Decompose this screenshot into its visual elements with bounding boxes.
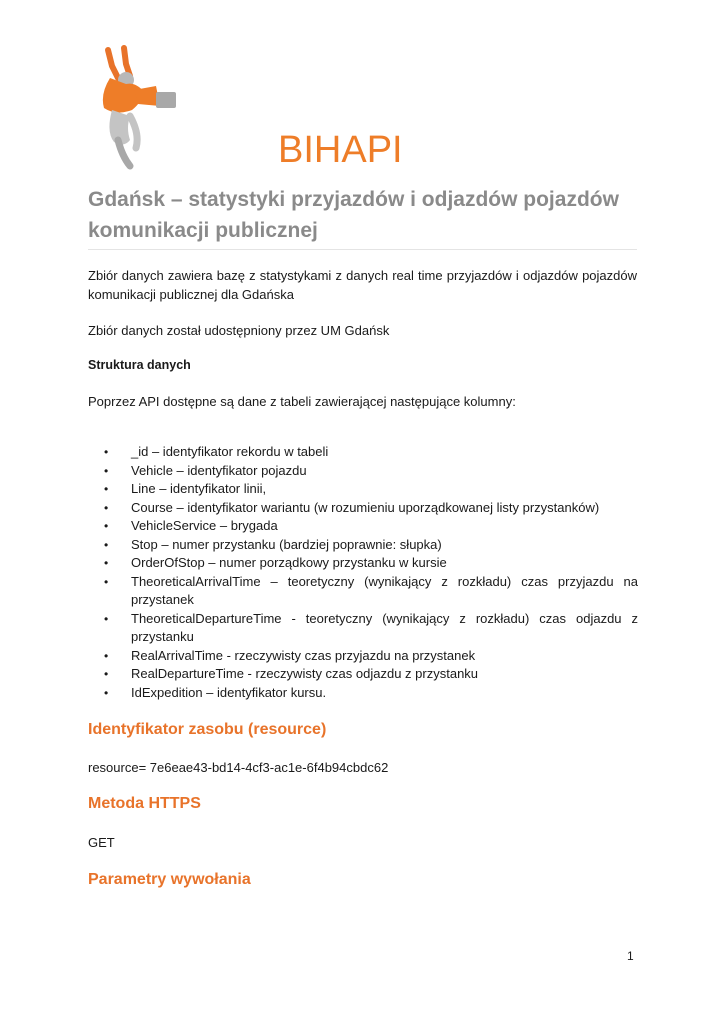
- logo-wordmark: BIHAPI: [278, 129, 403, 171]
- list-item: • _id – identyfikator rekordu w tabeli: [104, 443, 638, 462]
- resource-heading: Identyfikator zasobu (resource): [88, 721, 327, 738]
- bullet-icon: •: [104, 574, 109, 589]
- method-heading: Metoda HTTPS: [88, 795, 201, 812]
- list-item: • TheoreticalArrivalTime – teoretyczny (wynikający z rozkładu) czas przyjazdu na przystanek: [104, 573, 638, 607]
- list-item: • Line – identyfikator linii,: [104, 480, 638, 499]
- bullet-icon: •: [104, 445, 109, 459]
- page-number: 1: [627, 949, 634, 963]
- shared-by-paragraph: Zbiór danych został udostępniony przez UM Gdańsk: [88, 323, 390, 338]
- bullet-icon: •: [104, 685, 109, 700]
- list-item: • OrderOfStop – numer porządkowy przystanku w kursie: [104, 554, 638, 573]
- list-item: • IdExpedition – identyfikator kursu.: [104, 684, 638, 703]
- list-item: • Vehicle – identyfikator pojazdu: [104, 462, 638, 481]
- params-heading: Parametry wywołania: [88, 871, 251, 888]
- list-item: • Course – identyfikator wariantu (w rozumieniu uporządkowanej listy przystanków): [104, 499, 638, 518]
- bihapi-logo: [96, 44, 403, 174]
- bullet-icon: •: [104, 463, 109, 478]
- columns-intro: Poprzez API dostępne są dane z tabeli zawierającej następujące kolumny:: [88, 394, 516, 409]
- columns-list: [104, 443, 638, 702]
- method-value: GET: [88, 835, 115, 850]
- bullet-icon: •: [104, 519, 109, 533]
- title-divider: [88, 249, 637, 250]
- bullet-icon: •: [104, 556, 109, 570]
- list-item: • RealArrivalTime - rzeczywisty czas przyjazdu na przystanek: [104, 647, 638, 666]
- bullet-icon: •: [104, 500, 109, 515]
- list-item: • Stop – numer przystanku (bardziej poprawnie: słupka): [104, 536, 638, 555]
- bullet-icon: •: [104, 611, 109, 626]
- list-item: • VehicleService – brygada: [104, 517, 638, 536]
- bullet-icon: •: [104, 667, 109, 681]
- structure-heading: Struktura danych: [88, 358, 191, 372]
- list-item: • RealDepartureTime - rzeczywisty czas odjazdu z przystanku: [104, 665, 638, 684]
- bullet-icon: •: [104, 537, 109, 552]
- list-item: • TheoreticalDepartureTime - teoretyczny (wynikający z rozkładu) czas odjazdu z przystanku: [104, 610, 638, 644]
- intro-paragraph: Zbiór danych zawiera bazę z statystykami z danych real time przyjazdów i odjazdów pojazdów komunikacji publicznej dla Gdańska: [88, 268, 637, 302]
- bullet-icon: •: [104, 482, 109, 496]
- bullet-icon: •: [104, 648, 109, 663]
- resource-value: resource= 7e6eae43-bd14-4cf3-ac1e-6f4b94cbdc62: [88, 760, 389, 775]
- jumping-figure-icon: [96, 44, 196, 174]
- page-title: Gdańsk – statystyki przyjazdów i odjazdów pojazdów komunikacji publicznej: [88, 188, 619, 242]
